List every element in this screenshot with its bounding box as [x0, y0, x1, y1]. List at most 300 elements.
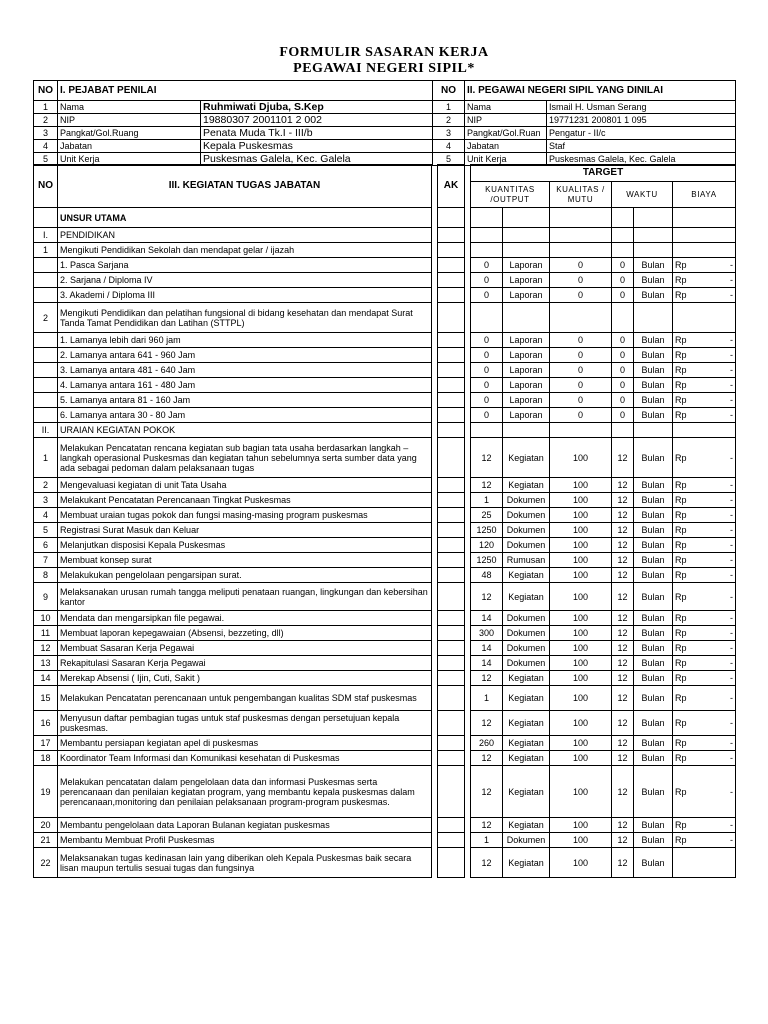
row-time: 0: [612, 408, 634, 423]
row-time-unit: Bulan: [634, 711, 673, 736]
row-time-unit: Bulan: [634, 583, 673, 611]
row-no: 14: [34, 671, 58, 686]
row-cost: [673, 656, 736, 671]
row-cost-wrap: [675, 738, 733, 748]
row-cost-currency: Rp: [675, 525, 687, 535]
row-output-unit: Kegiatan: [503, 686, 550, 711]
row-no: 20: [34, 818, 58, 833]
row-cost-currency: Rp: [675, 275, 687, 285]
row-activity: 5. Lamanya antara 81 - 160 Jam: [58, 393, 432, 408]
row-no: 6: [34, 538, 58, 553]
row-no: [34, 408, 58, 423]
identity-value-left: Kepala Puskesmas: [201, 140, 433, 153]
table-row: [34, 641, 736, 656]
identity-label-left: Pangkat/Gol.Ruang: [58, 127, 201, 140]
row-activity: Membuat Sasaran Kerja Pegawai: [58, 641, 432, 656]
row-time: 12: [612, 478, 634, 493]
row-cost-currency: Rp: [675, 540, 687, 550]
table-row: [34, 766, 736, 818]
row-quantity: 0: [471, 363, 503, 378]
row-output-unit: Laporan: [503, 288, 550, 303]
row-activity: 2. Sarjana / Diploma IV: [58, 273, 432, 288]
row-ak: [438, 288, 465, 303]
row-ak: [438, 273, 465, 288]
row-quality: 100: [550, 766, 612, 818]
row-quality: 100: [550, 438, 612, 478]
row-output-unit: Dokumen: [503, 626, 550, 641]
row-cost: [673, 671, 736, 686]
row-quantity: 0: [471, 408, 503, 423]
row-output-unit: Laporan: [503, 273, 550, 288]
row-output-unit: [503, 303, 550, 333]
row-ak: [438, 568, 465, 583]
row-quality: 100: [550, 641, 612, 656]
row-cost-value: -: [730, 395, 733, 405]
row-cost-wrap: [675, 410, 733, 420]
col-no: NO: [34, 165, 58, 208]
row-cost-wrap: [675, 592, 733, 602]
row-cost: [673, 553, 736, 568]
row-time: 12: [612, 611, 634, 626]
row-ak: [438, 656, 465, 671]
row-time: [612, 208, 634, 228]
row-output-unit: Laporan: [503, 408, 550, 423]
row-activity: UNSUR UTAMA: [58, 208, 432, 228]
row-quantity: 0: [471, 393, 503, 408]
row-cost-value: -: [730, 350, 733, 360]
row-quantity: 0: [471, 333, 503, 348]
row-cost: [673, 833, 736, 848]
row-quality: [550, 303, 612, 333]
row-cost-value: -: [730, 658, 733, 668]
row-quantity: 14: [471, 656, 503, 671]
row-cost: [673, 523, 736, 538]
row-quantity: 12: [471, 766, 503, 818]
row-time-unit: Bulan: [634, 288, 673, 303]
row-ak: [438, 228, 465, 243]
section-pegawai-dinilai: II. PEGAWAI NEGERI SIPIL YANG DINILAI: [465, 81, 736, 101]
row-ak: [438, 833, 465, 848]
row-cost-wrap: [675, 718, 733, 728]
table-row: [34, 478, 736, 493]
row-no: 16: [34, 711, 58, 736]
row-ak: [438, 766, 465, 818]
row-time: [612, 228, 634, 243]
row-quality: 0: [550, 408, 612, 423]
row-output-unit: Dokumen: [503, 493, 550, 508]
row-quantity: 12: [471, 583, 503, 611]
row-no: [34, 273, 58, 288]
row-cost-currency: Rp: [675, 290, 687, 300]
row-time: 12: [612, 568, 634, 583]
row-time: 12: [612, 766, 634, 818]
row-quantity: [471, 303, 503, 333]
table-row: [34, 523, 736, 538]
row-no: 8: [34, 568, 58, 583]
row-activity: Melakukukan pengelolaan pengarsipan surat.: [58, 568, 432, 583]
row-quantity: 12: [471, 478, 503, 493]
row-cost-currency: Rp: [675, 410, 687, 420]
table-row-group: [34, 423, 736, 438]
row-activity: 6. Lamanya antara 30 - 80 Jam: [58, 408, 432, 423]
row-time-unit: Bulan: [634, 833, 673, 848]
identity-no-left: 3: [34, 127, 58, 140]
row-no: 2: [34, 303, 58, 333]
row-quality: 100: [550, 848, 612, 878]
row-quantity: 0: [471, 348, 503, 363]
row-quantity: 0: [471, 378, 503, 393]
row-cost-currency: Rp: [675, 738, 687, 748]
table-row: [34, 568, 736, 583]
row-time-unit: Bulan: [634, 348, 673, 363]
row-output-unit: Kegiatan: [503, 818, 550, 833]
identity-label-left: NIP: [58, 114, 201, 127]
row-cost-value: -: [730, 820, 733, 830]
row-time-unit: Bulan: [634, 568, 673, 583]
row-ak: [438, 493, 465, 508]
row-cost-currency: Rp: [675, 350, 687, 360]
row-no: 21: [34, 833, 58, 848]
row-output-unit: Kegiatan: [503, 848, 550, 878]
row-quantity: 12: [471, 848, 503, 878]
row-activity: 4. Lamanya antara 161 - 480 Jam: [58, 378, 432, 393]
row-output-unit: Dokumen: [503, 656, 550, 671]
row-cost-currency: Rp: [675, 510, 687, 520]
row-cost: [673, 273, 736, 288]
row-ak: [438, 348, 465, 363]
row-cost: [673, 736, 736, 751]
row-quality: 100: [550, 583, 612, 611]
identity-row: [34, 114, 736, 127]
row-output-unit: Laporan: [503, 348, 550, 363]
row-cost-currency: Rp: [675, 260, 687, 270]
row-cost: [673, 766, 736, 818]
row-ak: [438, 711, 465, 736]
col-no-right: NO: [433, 81, 465, 101]
row-ak: [438, 408, 465, 423]
row-ak: [438, 258, 465, 273]
row-cost-wrap: [675, 835, 733, 845]
row-time: 12: [612, 656, 634, 671]
row-no: 13: [34, 656, 58, 671]
row-activity: Mengevaluasi kegiatan di unit Tata Usaha: [58, 478, 432, 493]
row-time: 12: [612, 671, 634, 686]
row-time: 0: [612, 363, 634, 378]
row-activity: Merekap Absensi ( Ijin, Cuti, Sakit ): [58, 671, 432, 686]
row-cost-wrap: [675, 613, 733, 623]
row-cost-wrap: [675, 365, 733, 375]
table-row: [34, 378, 736, 393]
row-ak: [438, 553, 465, 568]
row-ak: [438, 378, 465, 393]
table-row: [34, 671, 736, 686]
identity-row: [34, 140, 736, 153]
row-ak: [438, 393, 465, 408]
row-time-unit: Bulan: [634, 378, 673, 393]
table-row: [34, 553, 736, 568]
row-output-unit: Laporan: [503, 333, 550, 348]
row-quality: 100: [550, 493, 612, 508]
identity-value-right: Ismail H. Usman Serang: [547, 101, 736, 114]
section-pejabat-penilai: I. PEJABAT PENILAI: [58, 81, 433, 101]
row-time-unit: Bulan: [634, 273, 673, 288]
row-output-unit: Dokumen: [503, 611, 550, 626]
row-quantity: 1: [471, 493, 503, 508]
row-quantity: 1: [471, 686, 503, 711]
row-ak: [438, 686, 465, 711]
identity-label-right: NIP: [465, 114, 547, 127]
identity-row: [34, 101, 736, 114]
row-activity: PENDIDIKAN: [58, 228, 432, 243]
row-cost-wrap: [675, 555, 733, 565]
identity-no-right: 4: [433, 140, 465, 153]
row-no: [34, 363, 58, 378]
row-cost-value: -: [730, 570, 733, 580]
row-cost-value: -: [730, 410, 733, 420]
row-quality: 0: [550, 393, 612, 408]
row-no: 10: [34, 611, 58, 626]
row-no: 1: [34, 243, 58, 258]
row-cost-value: -: [730, 693, 733, 703]
row-quantity: 1: [471, 833, 503, 848]
row-cost-value: -: [730, 628, 733, 638]
table-row: [34, 583, 736, 611]
row-time-unit: Bulan: [634, 656, 673, 671]
row-ak: [438, 736, 465, 751]
col-kegiatan: III. KEGIATAN TUGAS JABATAN: [58, 165, 432, 208]
row-time: 12: [612, 553, 634, 568]
row-activity: Membantu Membuat Profil Puskesmas: [58, 833, 432, 848]
col-kualitas: KUALITAS / MUTU: [550, 182, 612, 208]
row-ak: [438, 333, 465, 348]
row-cost-value: -: [730, 738, 733, 748]
identity-no-right: 5: [433, 153, 465, 166]
table-row: [34, 438, 736, 478]
row-quantity: 0: [471, 258, 503, 273]
row-no: [34, 378, 58, 393]
table-row: [34, 611, 736, 626]
row-cost-currency: Rp: [675, 718, 687, 728]
row-quantity: [471, 228, 503, 243]
row-cost-value: -: [730, 290, 733, 300]
row-time: [612, 303, 634, 333]
row-ak: [438, 751, 465, 766]
row-cost-currency: Rp: [675, 693, 687, 703]
identity-no-right: 1: [433, 101, 465, 114]
row-cost: [673, 493, 736, 508]
row-activity: 3. Lamanya antara 481 - 640 Jam: [58, 363, 432, 378]
row-cost-currency: Rp: [675, 555, 687, 565]
row-activity: Melakukant Pencatatan Perencanaan Tingkat Puskesmas: [58, 493, 432, 508]
table-row: [34, 288, 736, 303]
row-no: 3: [34, 493, 58, 508]
row-no: 15: [34, 686, 58, 711]
row-cost: [673, 378, 736, 393]
row-time-unit: Bulan: [634, 363, 673, 378]
table-row: [34, 408, 736, 423]
row-activity: 2. Lamanya antara 641 - 960 Jam: [58, 348, 432, 363]
row-activity: Melaksanakan urusan rumah tangga meliputi penataan ruangan, lingkungan dan kebersihan kantor: [58, 583, 432, 611]
row-no: 19: [34, 766, 58, 818]
row-ak: [438, 818, 465, 833]
row-output-unit: Laporan: [503, 378, 550, 393]
row-cost-value: -: [730, 495, 733, 505]
row-time: 12: [612, 736, 634, 751]
identity-value-left: Penata Muda Tk.I - III/b: [201, 127, 433, 140]
row-cost: [673, 538, 736, 553]
form-subtitle: PEGAWAI NEGERI SIPIL*: [293, 61, 475, 76]
row-quality: 0: [550, 378, 612, 393]
row-cost-value: -: [730, 380, 733, 390]
row-cost-value: -: [730, 335, 733, 345]
identity-label-right: Unit Kerja: [465, 153, 547, 166]
table-row-group: [34, 228, 736, 243]
row-time-unit: Bulan: [634, 848, 673, 878]
row-time: 12: [612, 686, 634, 711]
row-quality: [550, 228, 612, 243]
table-row: [34, 273, 736, 288]
row-cost-value: -: [730, 591, 733, 602]
row-activity: Membantu persiapan kegiatan apel di puskesmas: [58, 736, 432, 751]
identity-value-left: 19880307 2001101 2 002: [201, 114, 433, 127]
table-row-section: [34, 208, 736, 228]
row-cost-wrap: [675, 395, 733, 405]
row-quantity: 12: [471, 438, 503, 478]
row-cost: [673, 348, 736, 363]
row-cost-currency: Rp: [675, 613, 687, 623]
row-time-unit: [634, 208, 673, 228]
row-cost: [673, 258, 736, 273]
row-quality: [550, 243, 612, 258]
row-activity: Mengikuti Pendidikan Sekolah dan mendapat gelar / ijazah: [58, 243, 432, 258]
row-time-unit: Bulan: [634, 736, 673, 751]
row-cost-wrap: [675, 495, 733, 505]
row-cost: [673, 363, 736, 378]
identity-label-right: Jabatan: [465, 140, 547, 153]
row-time: 12: [612, 523, 634, 538]
row-cost-currency: Rp: [675, 643, 687, 653]
row-time-unit: Bulan: [634, 611, 673, 626]
row-ak: [438, 508, 465, 523]
row-no: [34, 208, 58, 228]
row-quantity: [471, 208, 503, 228]
row-quantity: 1250: [471, 523, 503, 538]
row-cost: [673, 478, 736, 493]
row-ak: [438, 611, 465, 626]
row-time: 0: [612, 273, 634, 288]
row-time-unit: Bulan: [634, 523, 673, 538]
row-quality: 0: [550, 258, 612, 273]
table-row: [34, 348, 736, 363]
row-no: [34, 393, 58, 408]
row-quality: 0: [550, 273, 612, 288]
row-cost: [673, 393, 736, 408]
row-output-unit: Kegiatan: [503, 736, 550, 751]
row-quality: 100: [550, 523, 612, 538]
row-quantity: 0: [471, 273, 503, 288]
row-cost: [673, 408, 736, 423]
table-row: [34, 333, 736, 348]
row-quality: 0: [550, 333, 612, 348]
row-quantity: [471, 423, 503, 438]
row-cost-value: -: [730, 275, 733, 285]
row-no: 9: [34, 583, 58, 611]
row-cost-currency: Rp: [675, 753, 687, 763]
col-ak: AK: [438, 165, 465, 208]
row-time-unit: Bulan: [634, 641, 673, 656]
row-activity: Melakukan Pencatatan perencanaan untuk pengembangan kualitas SDM staf puskesmas: [58, 686, 432, 711]
table-row: [34, 393, 736, 408]
row-activity: Menyusun daftar pembagian tugas untuk staf puskesmas dengan persetujuan kepala puskesmas.: [58, 711, 432, 736]
row-no: 5: [34, 523, 58, 538]
row-quantity: 12: [471, 751, 503, 766]
row-cost-wrap: [675, 673, 733, 683]
row-time: 12: [612, 626, 634, 641]
row-time-unit: Bulan: [634, 686, 673, 711]
identity-no-right: 3: [433, 127, 465, 140]
row-output-unit: Kegiatan: [503, 711, 550, 736]
row-quantity: 25: [471, 508, 503, 523]
col-kuantitas: KUANTITAS /OUTPUT: [471, 182, 550, 208]
row-no: 17: [34, 736, 58, 751]
row-quality: 100: [550, 656, 612, 671]
identity-no-left: 1: [34, 101, 58, 114]
row-cost: [673, 641, 736, 656]
row-cost-value: -: [730, 613, 733, 623]
row-cost: [673, 208, 736, 228]
row-cost-wrap: [675, 480, 733, 490]
row-cost-currency: Rp: [675, 786, 687, 797]
identity-label-left: Jabatan: [58, 140, 201, 153]
row-time-unit: Bulan: [634, 258, 673, 273]
row-no: 18: [34, 751, 58, 766]
row-cost-wrap: [675, 453, 733, 463]
row-ak: [438, 523, 465, 538]
row-activity: URAIAN KEGIATAN POKOK: [58, 423, 432, 438]
row-cost-wrap: [675, 753, 733, 763]
row-cost-currency: Rp: [675, 380, 687, 390]
row-time-unit: Bulan: [634, 408, 673, 423]
table-row: [34, 686, 736, 711]
row-no: [34, 258, 58, 273]
row-cost-value: -: [730, 718, 733, 728]
row-cost: [673, 568, 736, 583]
row-output-unit: Laporan: [503, 363, 550, 378]
row-quality: 100: [550, 833, 612, 848]
table-row: [34, 508, 736, 523]
row-activity: Mengikuti Pendidikan dan pelatihan fungsional di bidang kesehatan dan mendapat Surat Tanda Tamat Pendidikan dan Latihan (STTPL): [58, 303, 432, 333]
row-time: 12: [612, 711, 634, 736]
row-no: I.: [34, 228, 58, 243]
identity-row: [34, 127, 736, 140]
identity-value-right: Puskesmas Galela, Kec. Galela: [547, 153, 736, 166]
row-time-unit: [634, 243, 673, 258]
row-quality: 100: [550, 751, 612, 766]
row-cost-currency: Rp: [675, 835, 687, 845]
row-activity: Melakukan pencatatan dalam pengelolaan data dan informasi Puskesmas serta perencanaan dan penilaian kegiatan program, yang membantu kepala puskesmas dalam perencanaan,monitoring dan penilaian pelaksanaan program-program puskesmas.: [58, 766, 432, 818]
row-time: 12: [612, 848, 634, 878]
row-output-unit: Kegiatan: [503, 671, 550, 686]
row-activity: 3. Akademi / Diploma III: [58, 288, 432, 303]
table-row-item: [34, 243, 736, 258]
row-output-unit: Kegiatan: [503, 568, 550, 583]
row-time-unit: Bulan: [634, 766, 673, 818]
row-cost-currency: Rp: [675, 480, 687, 490]
row-cost-currency: Rp: [675, 395, 687, 405]
row-ak: [438, 583, 465, 611]
row-cost-currency: Rp: [675, 365, 687, 375]
row-cost: [673, 818, 736, 833]
